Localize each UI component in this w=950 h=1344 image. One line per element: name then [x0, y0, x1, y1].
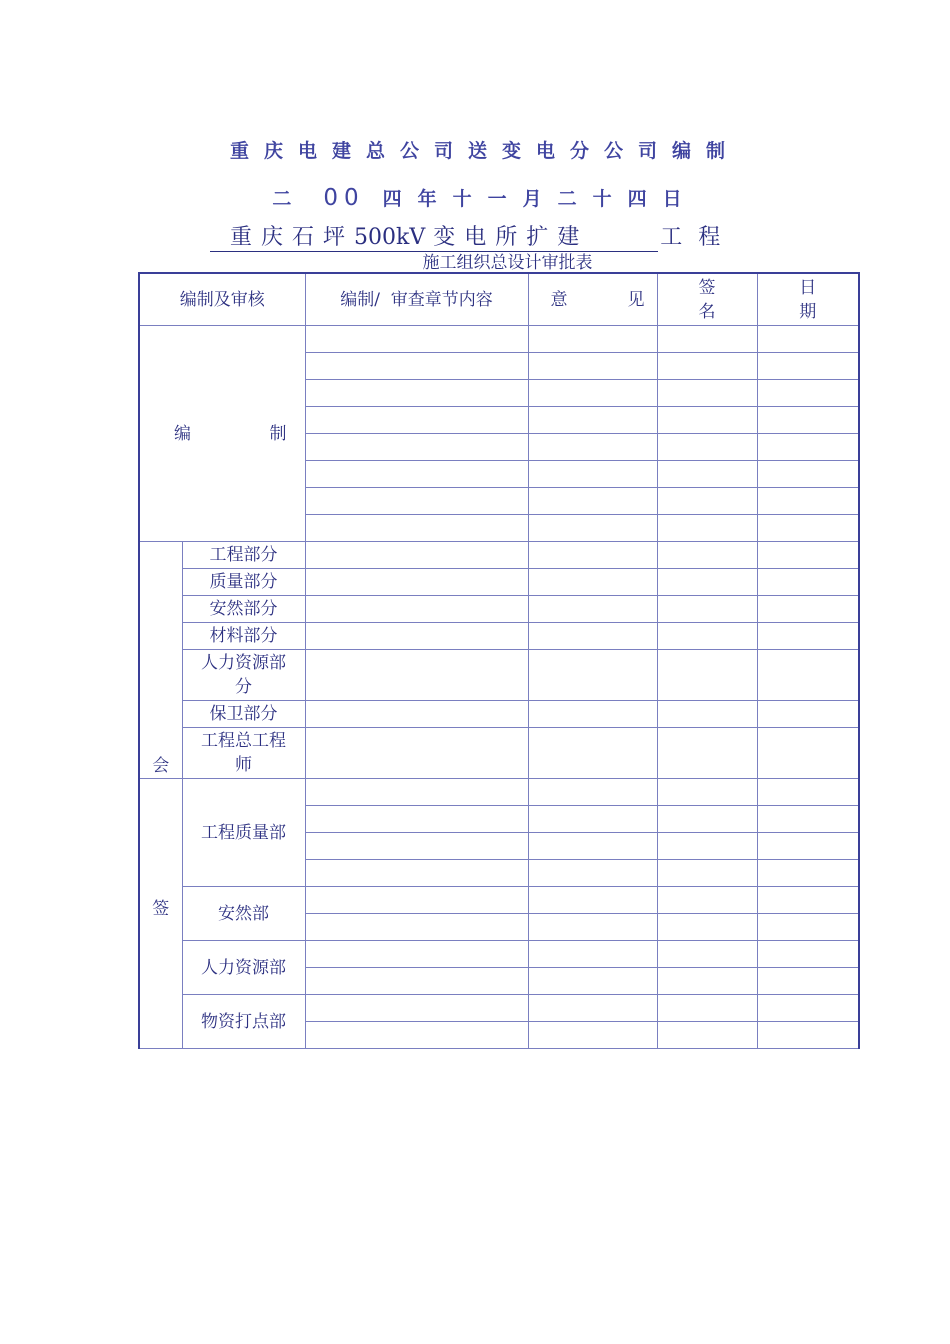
- cell: [657, 995, 757, 1022]
- cell: [657, 596, 757, 623]
- cell: [657, 968, 757, 995]
- table-row: [139, 623, 859, 650]
- cell: [305, 353, 528, 380]
- cell: [757, 407, 859, 434]
- cell: [305, 434, 528, 461]
- cell: [305, 380, 528, 407]
- cell: [657, 941, 757, 968]
- cell: [305, 995, 528, 1022]
- cell: [305, 860, 528, 887]
- cell: [757, 596, 859, 623]
- table-row: [139, 542, 859, 569]
- cell: [528, 860, 657, 887]
- cell: [657, 488, 757, 515]
- cell: [305, 701, 528, 728]
- cell: [757, 914, 859, 941]
- cell: [305, 806, 528, 833]
- cell: [305, 1022, 528, 1049]
- cell: [757, 569, 859, 596]
- cell: [657, 806, 757, 833]
- cell: [757, 995, 859, 1022]
- cell: [528, 569, 657, 596]
- countersign-label-top: 会: [139, 542, 182, 779]
- cell: [305, 488, 528, 515]
- cell: [528, 596, 657, 623]
- cell: [757, 728, 859, 779]
- project-title: [210, 220, 810, 250]
- cell: [757, 779, 859, 806]
- table-row: [139, 650, 859, 701]
- cell: [528, 887, 657, 914]
- cell: [657, 623, 757, 650]
- cell: [657, 887, 757, 914]
- table-row: [139, 941, 859, 968]
- cell: [657, 542, 757, 569]
- dept-hr-dept: 人力资源部: [182, 941, 305, 995]
- cell: [305, 833, 528, 860]
- header-content: 编制/ 审查章节内容: [305, 273, 528, 326]
- project-name-suffix: 变电所扩建: [433, 225, 589, 250]
- cell: [757, 650, 859, 701]
- cell: [528, 623, 657, 650]
- cell: [528, 461, 657, 488]
- cell: [305, 623, 528, 650]
- cell: [305, 461, 528, 488]
- cell: [305, 596, 528, 623]
- dept-quality-dept: 工程质量部: [182, 779, 305, 887]
- table-row: [139, 779, 859, 806]
- cell: [305, 968, 528, 995]
- cell: [757, 353, 859, 380]
- dept-hr: 人力资源部分: [182, 650, 305, 701]
- cell: [528, 833, 657, 860]
- cell: [657, 515, 757, 542]
- cell: [528, 995, 657, 1022]
- header-row: [139, 273, 859, 326]
- cell: [305, 779, 528, 806]
- cell: [657, 380, 757, 407]
- table-row: [139, 596, 859, 623]
- cell: [757, 1022, 859, 1049]
- cell: [757, 806, 859, 833]
- cell: [757, 701, 859, 728]
- cell: [528, 806, 657, 833]
- date-part1: 二: [272, 188, 308, 210]
- table-row: [139, 887, 859, 914]
- cell: [657, 914, 757, 941]
- cell: [757, 488, 859, 515]
- cell: [757, 833, 859, 860]
- cell: [757, 461, 859, 488]
- dept-safety: 安然部分: [182, 596, 305, 623]
- cell: [757, 968, 859, 995]
- cell: [528, 914, 657, 941]
- cell: [528, 968, 657, 995]
- table-row: [139, 701, 859, 728]
- cell: [657, 728, 757, 779]
- dept-quality: 质量部分: [182, 569, 305, 596]
- cell: [528, 650, 657, 701]
- cell: [657, 650, 757, 701]
- header-signature: 签 名: [657, 273, 757, 326]
- table-row: [139, 728, 859, 779]
- header-date: 日 期: [757, 273, 859, 326]
- cell: [657, 353, 757, 380]
- cell: [528, 701, 657, 728]
- table-row: [139, 326, 859, 353]
- cell: [528, 941, 657, 968]
- cell: [757, 887, 859, 914]
- dept-materials-dept: 物资打点部: [182, 995, 305, 1049]
- cell: [657, 461, 757, 488]
- cell: [657, 1022, 757, 1049]
- cell: [305, 515, 528, 542]
- cell: [528, 779, 657, 806]
- cell: [528, 1022, 657, 1049]
- cell: [528, 542, 657, 569]
- cell: [657, 860, 757, 887]
- cell: [657, 701, 757, 728]
- dept-chief-engineer: 工程总工程师: [182, 728, 305, 779]
- cell: [528, 488, 657, 515]
- date-number: 00: [323, 185, 365, 211]
- date-line: [0, 184, 950, 214]
- cell: [757, 542, 859, 569]
- cell: [305, 326, 528, 353]
- project-kv: 500kV: [354, 225, 426, 250]
- cell: [657, 779, 757, 806]
- dept-engineering: 工程部分: [182, 542, 305, 569]
- project-name-prefix: 重庆石坪: [230, 225, 355, 250]
- cell: [757, 860, 859, 887]
- countersign-label-bottom: 签: [139, 779, 182, 1049]
- table-row: [139, 995, 859, 1022]
- cell: [305, 887, 528, 914]
- cell: [305, 407, 528, 434]
- dept-security: 保卫部分: [182, 701, 305, 728]
- cell: [305, 569, 528, 596]
- approval-table: [138, 272, 860, 1049]
- cell: [305, 650, 528, 701]
- header-opinion: 意 见: [528, 273, 657, 326]
- cell: [657, 407, 757, 434]
- date-part2: 四年十一月二十四日: [382, 188, 698, 210]
- cell: [757, 623, 859, 650]
- cell: [305, 914, 528, 941]
- cell: [305, 542, 528, 569]
- compile-label: 编 制: [139, 326, 305, 542]
- cell: [657, 434, 757, 461]
- dept-materials: 材料部分: [182, 623, 305, 650]
- header-compile-review: 编制及审核: [139, 273, 305, 326]
- project-tail: 工程: [660, 225, 737, 250]
- cell: [528, 407, 657, 434]
- form-title: 施工组织总设计审批表: [422, 253, 593, 273]
- cell: [757, 941, 859, 968]
- cell: [657, 569, 757, 596]
- cell: [528, 326, 657, 353]
- cell: [757, 434, 859, 461]
- cell: [528, 515, 657, 542]
- table-row: [139, 569, 859, 596]
- cell: [657, 326, 757, 353]
- cell: [757, 515, 859, 542]
- cell: [305, 941, 528, 968]
- cell: [528, 380, 657, 407]
- company-title: 重庆电建总公司送变电分公司编制: [229, 140, 740, 162]
- cell: [305, 728, 528, 779]
- cell: [528, 434, 657, 461]
- cell: [528, 353, 657, 380]
- cell: [657, 833, 757, 860]
- cell: [757, 326, 859, 353]
- cell: [757, 380, 859, 407]
- dept-safety-dept: 安然部: [182, 887, 305, 941]
- cell: [528, 728, 657, 779]
